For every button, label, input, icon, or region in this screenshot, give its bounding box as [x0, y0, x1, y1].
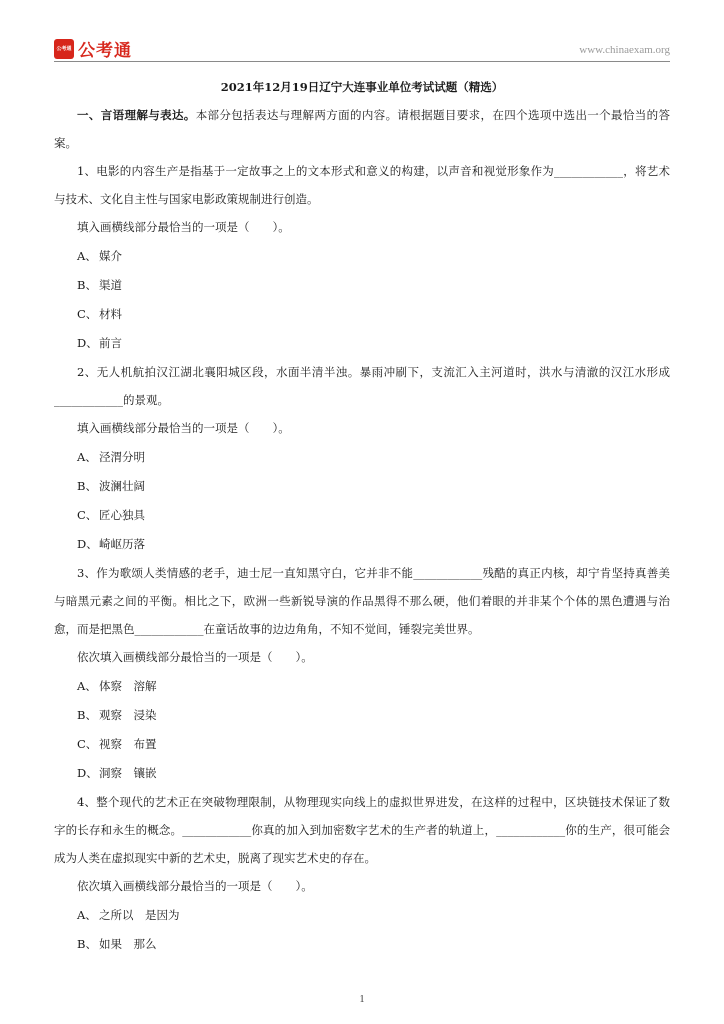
- option-letter: C、: [77, 508, 98, 522]
- option-letter: A、: [77, 908, 97, 922]
- section-intro-text: 本部分包括表达与理解两方面的内容。请根据题目要求，在四个选项中选出一个最恰当的答案。: [54, 108, 671, 150]
- option-letter: B、: [77, 708, 97, 722]
- question-2: [54, 358, 670, 559]
- site-logo[interactable]: [54, 36, 132, 61]
- logo-badge-icon: 公考通: [54, 39, 74, 59]
- question-prompt: 依次填入画横线部分最恰当的一项是（ ）。: [77, 650, 313, 664]
- question-3: [54, 559, 670, 788]
- option-text: 观察 浸染: [99, 708, 157, 722]
- option-a[interactable]: [54, 672, 670, 701]
- option-b[interactable]: [54, 701, 670, 730]
- option-text: 视察 布置: [99, 737, 157, 751]
- option-text: 崎岖历落: [99, 537, 145, 551]
- question-4: [54, 788, 670, 959]
- option-letter: D、: [77, 537, 98, 551]
- question-1: [54, 157, 670, 358]
- section-intro: [54, 101, 670, 157]
- logo-text: 公考通: [78, 41, 132, 61]
- page-number: 1: [359, 994, 365, 1005]
- option-text: 材料: [99, 307, 122, 321]
- question-prompt: 填入画横线部分最恰当的一项是（ ）。: [77, 421, 290, 435]
- question-prompt: 填入画横线部分最恰当的一项是（ ）。: [77, 220, 290, 234]
- header-divider: [54, 61, 670, 62]
- option-d[interactable]: [54, 530, 670, 559]
- question-prompt: 依次填入画横线部分最恰当的一项是（ ）。: [77, 879, 313, 893]
- option-b[interactable]: [54, 930, 670, 959]
- option-letter: A、: [77, 450, 97, 464]
- option-b[interactable]: [54, 472, 670, 501]
- option-a[interactable]: [54, 901, 670, 930]
- question-stem: 4、整个现代的艺术正在突破物理限制，从物理现实向线上的虚拟世界进发，在这样的过程中，区块链技术保证了数字的长存和永生的概念。____________你真的加入到加密数字艺术的生产者的轨道上，____________你的生产，很可能会成为人类在虚拟现实中新的艺术史，脱离了现实艺术史的存在。: [54, 795, 670, 865]
- option-text: 体察 溶解: [99, 679, 157, 693]
- option-letter: D、: [77, 766, 98, 780]
- option-b[interactable]: [54, 271, 670, 300]
- option-text: 渠道: [99, 278, 122, 292]
- option-text: 如果 那么: [99, 937, 157, 951]
- option-text: 之所以 是因为: [99, 908, 180, 922]
- option-a[interactable]: [54, 443, 670, 472]
- option-letter: D、: [77, 336, 98, 350]
- page-header: [54, 36, 670, 60]
- question-stem: 3、作为歌颂人类情感的老手，迪士尼一直知黑守白，它并非不能____________残酷的真正内核，却宁肯坚持真善美与暗黑元素之间的平衡。相比之下，欧洲一些新锐导演的作品黑得不那么硬，他们着眼的并非某个个体的黑色遭遇与治愈，而是把黑色____________在童话故事的边边角角，不知不觉间，锤裂完美世界。: [54, 566, 670, 636]
- option-text: 泾渭分明: [99, 450, 145, 464]
- question-stem: 2、无人机航拍汉江湖北襄阳城区段，水面半清半浊。暴雨冲刷下，支流汇入主河道时，洪水与清澈的汉江水形成____________的景观。: [54, 365, 670, 407]
- option-c[interactable]: [54, 300, 670, 329]
- question-stem: 1、电影的内容生产是指基于一定故事之上的文本形式和意义的构建，以声音和视觉形象作为____________，将艺术与技术、文化自主性与国家电影政策规制进行创造。: [54, 164, 670, 206]
- option-text: 波澜壮阔: [99, 479, 145, 493]
- option-letter: B、: [77, 278, 97, 292]
- option-letter: A、: [77, 679, 97, 693]
- option-d[interactable]: [54, 329, 670, 358]
- option-c[interactable]: [54, 730, 670, 759]
- option-letter: B、: [77, 479, 97, 493]
- option-letter: C、: [77, 307, 98, 321]
- option-c[interactable]: [54, 501, 670, 530]
- option-text: 前言: [99, 336, 122, 350]
- site-url[interactable]: www.chinaexam.org: [579, 44, 670, 56]
- option-letter: C、: [77, 737, 98, 751]
- option-text: 洞察 镶嵌: [99, 766, 157, 780]
- option-a[interactable]: [54, 242, 670, 271]
- option-letter: B、: [77, 937, 97, 951]
- option-d[interactable]: [54, 759, 670, 788]
- option-text: 匠心独具: [99, 508, 145, 522]
- page-title: 2021年12月19日辽宁大连事业单位考试试题（精选）: [220, 80, 504, 94]
- option-text: 媒介: [99, 249, 122, 263]
- section-heading: 一、言语理解与表达。: [77, 108, 196, 122]
- document-body: [54, 75, 670, 959]
- option-letter: A、: [77, 249, 97, 263]
